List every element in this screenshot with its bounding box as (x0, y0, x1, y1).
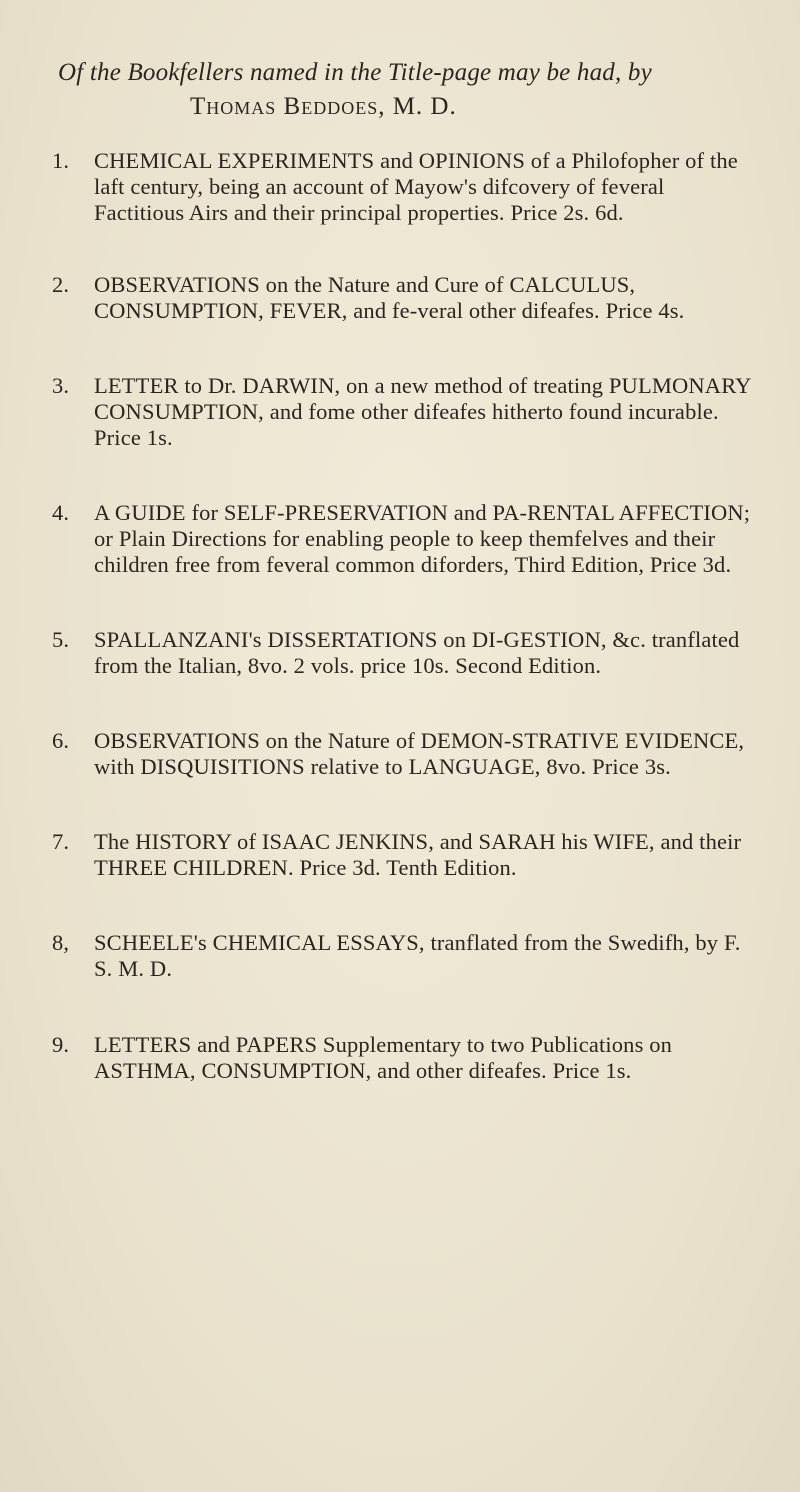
list-item (52, 500, 756, 578)
item-text: LETTERS and PAPERS Supplementary to two Publications on ASTHMA, CONSUMPTION, and other difeafes. Price 1s. (94, 1032, 673, 1083)
item-number: 9. (52, 1032, 70, 1057)
item-number: 3. (52, 373, 70, 398)
item-number: 1. (52, 148, 70, 173)
item-text: A GUIDE for SELF-PRESERVATION and PA-RENTAL AFFECTION; or Plain Directions for enabling people to keep themfelves and their children free from feveral common diforders, Third Edition, Price 3d. (94, 500, 751, 577)
item-text: OBSERVATIONS on the Nature of DEMON-STRATIVE EVIDENCE, with DISQUISITIONS relative to LANGUAGE, 8vo. Price 3s. (94, 728, 745, 779)
item-text: The HISTORY of ISAAC JENKINS, and SARAH his WIFE, and their THREE CHILDREN. Price 3d. Tenth Edition. (94, 829, 742, 880)
item-text: SCHEELE's CHEMICAL ESSAYS, tranflated from the Swedifh, by F. S. M. D. (94, 930, 741, 981)
list-item (52, 829, 756, 881)
list-item (52, 148, 756, 226)
list-item (52, 930, 756, 982)
book-list (52, 148, 756, 1084)
item-number: 7. (52, 829, 70, 854)
author-name: Thomas Beddoes, M. D. (190, 93, 457, 120)
list-item (52, 272, 756, 324)
item-number: 8, (52, 930, 70, 955)
list-item (52, 1032, 756, 1084)
list-item (52, 627, 756, 679)
item-number: 5. (52, 627, 70, 652)
item-number: 2. (52, 272, 70, 297)
list-item (52, 373, 756, 451)
item-text: OBSERVATIONS on the Nature and Cure of CALCULUS, CONSUMPTION, FEVER, and fe-veral other difeafes. Price 4s. (94, 272, 685, 323)
item-text: SPALLANZANI's DISSERTATIONS on DI-GESTION, &c. tranflated from the Italian, 8vo. 2 vols. price 10s. Second Edition. (94, 627, 740, 678)
item-text: CHEMICAL EXPERIMENTS and OPINIONS of a Philofopher of the laft century, being an account of Mayow's difcovery of feveral Factitious Airs and their principal properties. Price 2s. 6d. (94, 148, 738, 225)
item-number: 4. (52, 500, 70, 525)
item-number: 6. (52, 728, 70, 753)
list-item (52, 728, 756, 780)
item-text: LETTER to Dr. DARWIN, on a new method of treating PULMONARY CONSUMPTION, and fome other difeafes hitherto found incurable. Price 1s. (94, 373, 751, 450)
page-heading: Of the Bookfellers named in the Title-page may be had, by (58, 59, 652, 86)
